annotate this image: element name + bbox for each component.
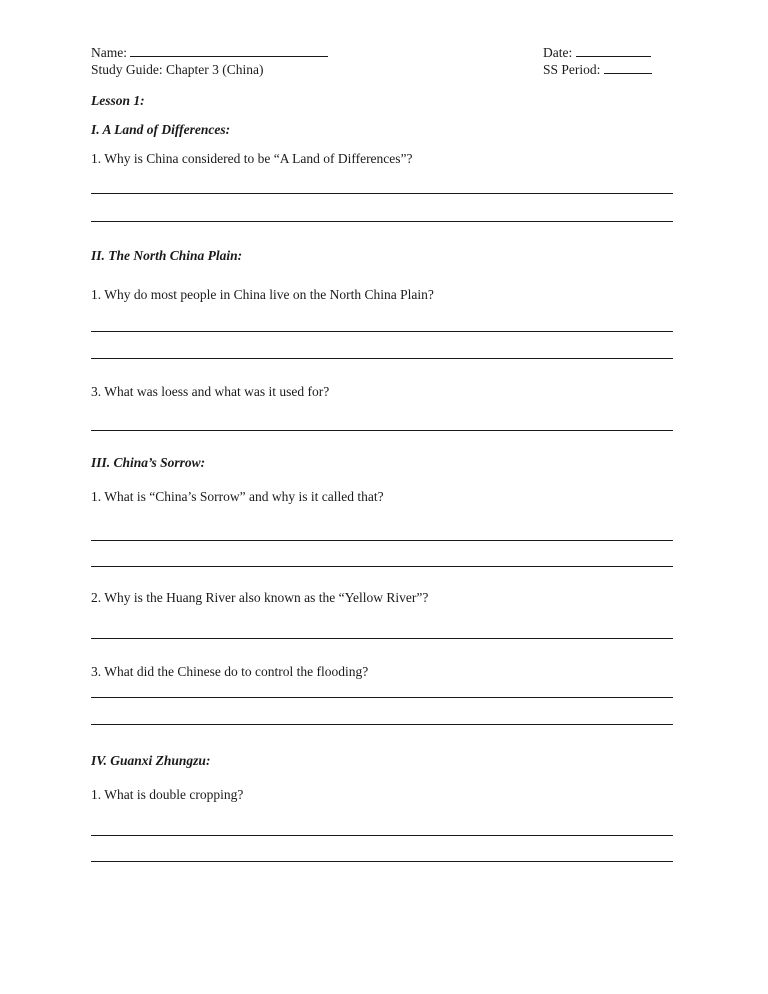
section-3-heading: III. China’s Sorrow:: [91, 455, 206, 470]
date-line: [543, 45, 651, 61]
answer-line[interactable]: [91, 358, 673, 359]
name-blank[interactable]: [130, 45, 328, 57]
period-label: SS Period:: [543, 62, 601, 77]
period-blank[interactable]: [604, 62, 652, 74]
answer-line[interactable]: [91, 724, 673, 725]
lesson-title: Lesson 1:: [91, 93, 145, 108]
answer-line[interactable]: [91, 430, 673, 431]
date-blank[interactable]: [576, 45, 651, 57]
answer-line[interactable]: [91, 638, 673, 639]
section-2-question-1: 1. Why do most people in China live on the North China Plain?: [91, 287, 434, 302]
answer-line[interactable]: [91, 193, 673, 194]
section-4-heading: IV. Guanxi Zhungzu:: [91, 753, 211, 768]
guide-title: Study Guide: Chapter 3 (China): [91, 62, 264, 77]
period-line: [543, 62, 652, 78]
answer-line[interactable]: [91, 221, 673, 222]
answer-line[interactable]: [91, 835, 673, 836]
section-2-heading: II. The North China Plain:: [91, 248, 243, 263]
date-label: Date:: [543, 45, 573, 60]
section-1-heading: I. A Land of Differences:: [91, 122, 231, 137]
section-2-question-3: 3. What was loess and what was it used for?: [91, 384, 330, 399]
answer-line[interactable]: [91, 861, 673, 862]
answer-line[interactable]: [91, 331, 673, 332]
section-4-question-1: 1. What is double cropping?: [91, 787, 244, 802]
name-line: [91, 45, 328, 61]
section-3-question-3: 3. What did the Chinese do to control the flooding?: [91, 664, 369, 679]
answer-line[interactable]: [91, 697, 673, 698]
section-1-question-1: 1. Why is China considered to be “A Land of Differences”?: [91, 151, 413, 166]
section-3-question-2: 2. Why is the Huang River also known as the “Yellow River”?: [91, 590, 429, 605]
section-3-question-1: 1. What is “China’s Sorrow” and why is it called that?: [91, 489, 384, 504]
answer-line[interactable]: [91, 540, 673, 541]
name-label: Name:: [91, 45, 127, 60]
answer-line[interactable]: [91, 566, 673, 567]
